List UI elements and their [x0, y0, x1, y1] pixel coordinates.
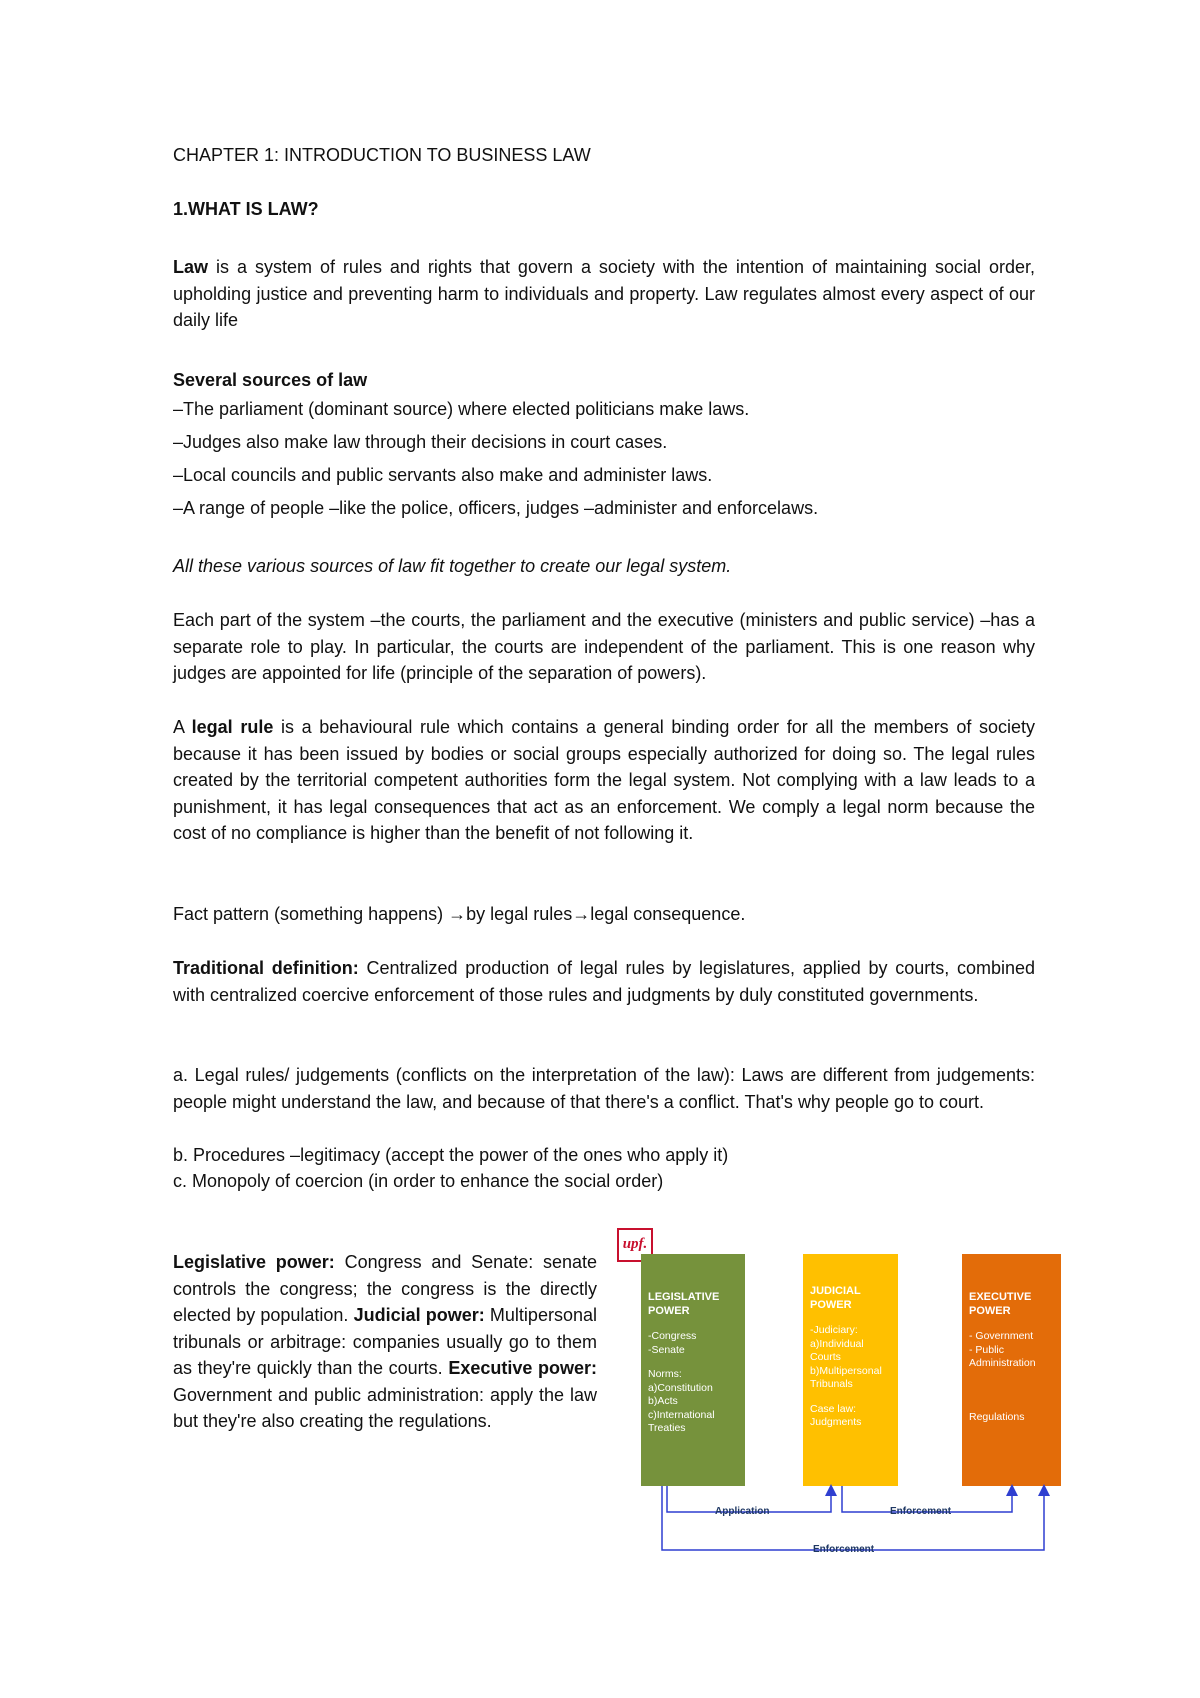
- executive-extra-line: Regulations: [969, 1410, 1025, 1423]
- judicial-box-line: -Judiciary:: [810, 1324, 858, 1336]
- legislative-term: Legislative power:: [173, 1252, 335, 1272]
- diagram-arrows: [617, 1228, 1067, 1558]
- executive-term: Executive power:: [448, 1358, 597, 1378]
- traditional-definition-paragraph: [173, 955, 1035, 1008]
- executive-text: Government and public administration: apply the law but they're also creating the regulations.: [173, 1384, 597, 1431]
- legislative-text: Congress and Senate: senate controls the congress; the congress is the directly elected by population.: [173, 1252, 598, 1325]
- application-label: Application: [715, 1506, 770, 1517]
- legislative-norms-line: c)International Treaties: [648, 1408, 715, 1434]
- executive-box-title: EXECUTIVE POWER: [969, 1291, 1032, 1317]
- judicial-extra-line: Judgments: [810, 1416, 862, 1428]
- legislative-norms-line: a)Constitution: [648, 1381, 713, 1394]
- fact-pattern: Fact pattern (something happens) →by legal rules→legal consequence.: [173, 904, 746, 924]
- legislative-norms-line: Norms:: [648, 1368, 682, 1380]
- sources-list: [173, 393, 1035, 525]
- traditional-term: Traditional definition:: [173, 958, 359, 978]
- enforcement-label-upper: Enforcement: [890, 1506, 952, 1517]
- source-item: –A range of people –like the police, officers, judges –administer and enforcelaws.: [173, 498, 819, 518]
- separation-paragraph: Each part of the system –the courts, the parliament and the executive (ministers and public service) –has a separate role to play. In particular, the courts are independent of the parliament. This is one reason why judges are appointed for life (principle of the separation of powers).: [173, 610, 1035, 683]
- separation-of-powers-diagram: [617, 1228, 1067, 1558]
- judicial-text: Multipersonal tribunals or arbitrage: companies usually go to them as they're quickly than the courts.: [173, 1305, 597, 1378]
- legislative-box-line: -Senate: [648, 1343, 685, 1356]
- legislative-box-title: LEGISLATIVE POWER: [648, 1291, 720, 1317]
- judicial-term: Judicial power:: [353, 1305, 485, 1325]
- point-c: c. Monopoly of coercion (in order to enhance the social order): [173, 1171, 664, 1191]
- enforcement-arrow-lower: [662, 1486, 1044, 1550]
- legal-rule-term: legal rule: [191, 717, 274, 737]
- legal-rule-paragraph: [173, 714, 1035, 847]
- traditional-text: Centralized production of legal rules by legislatures, applied by courts, combined with centralized coercive enforcement of those rules and judgments by duly constituted governments.: [173, 958, 1035, 1005]
- source-item: –Judges also make law through their decisions in court cases.: [173, 432, 668, 452]
- source-item: –The parliament (dominant source) where elected politicians make laws.: [173, 399, 750, 419]
- chapter-heading: CHAPTER 1: INTRODUCTION TO BUSINESS LAW: [173, 145, 591, 165]
- powers-paragraph: [173, 1249, 597, 1435]
- upf-logo: upf.: [617, 1228, 653, 1262]
- sources-title: Several sources of law: [173, 370, 368, 390]
- law-term: Law: [173, 257, 209, 277]
- judicial-box-title: JUDICIAL POWER: [810, 1285, 861, 1311]
- judicial-extra-line: Case law:: [810, 1402, 857, 1415]
- law-definition-text: is a system of rules and rights that govern a society with the intention of maintaining social order, upholding justice and preventing harm to individuals and property. Law regulates almost every aspect of our daily life: [173, 257, 1035, 330]
- legal-rule-prefix: A: [173, 717, 192, 737]
- enforcement-label-lower: Enforcement: [813, 1544, 875, 1555]
- judicial-box-line: a)Individual Courts: [810, 1337, 864, 1363]
- legal-rule-text: is a behavioural rule which contains a general binding order for all the members of society because it has been issued by bodies or social groups especially authorized for doing so. The legal rules created by the territorial competent authorities form the legal system. Not complying with a law leads to a punishment, it has legal consequences that act as an enforcement. We comply a legal norm because the cost of no compliance is higher than the benefit of not following it.: [173, 717, 1036, 843]
- sources-summary: All these various sources of law fit together to create our legal system.: [173, 556, 732, 576]
- source-item: –Local councils and public servants also make and administer laws.: [173, 465, 713, 485]
- executive-box-line: - Public Administration: [969, 1343, 1036, 1369]
- judicial-box-line: b)Multipersonal Tribunals: [810, 1364, 882, 1390]
- executive-box-line: - Government: [969, 1330, 1034, 1342]
- legislative-norms-line: b)Acts: [648, 1395, 678, 1407]
- law-definition-paragraph: [173, 254, 1035, 334]
- point-b: b. Procedures –legitimacy (accept the power of the ones who apply it): [173, 1145, 729, 1165]
- section-title: 1.WHAT IS LAW?: [173, 199, 319, 219]
- legislative-box-line: -Congress: [648, 1330, 697, 1342]
- point-a: a. Legal rules/ judgements (conflicts on the interpretation of the law): Laws are different from judgements: people might understand the law, and because of that there's a conflict. That's why people go to court.: [173, 1065, 1035, 1112]
